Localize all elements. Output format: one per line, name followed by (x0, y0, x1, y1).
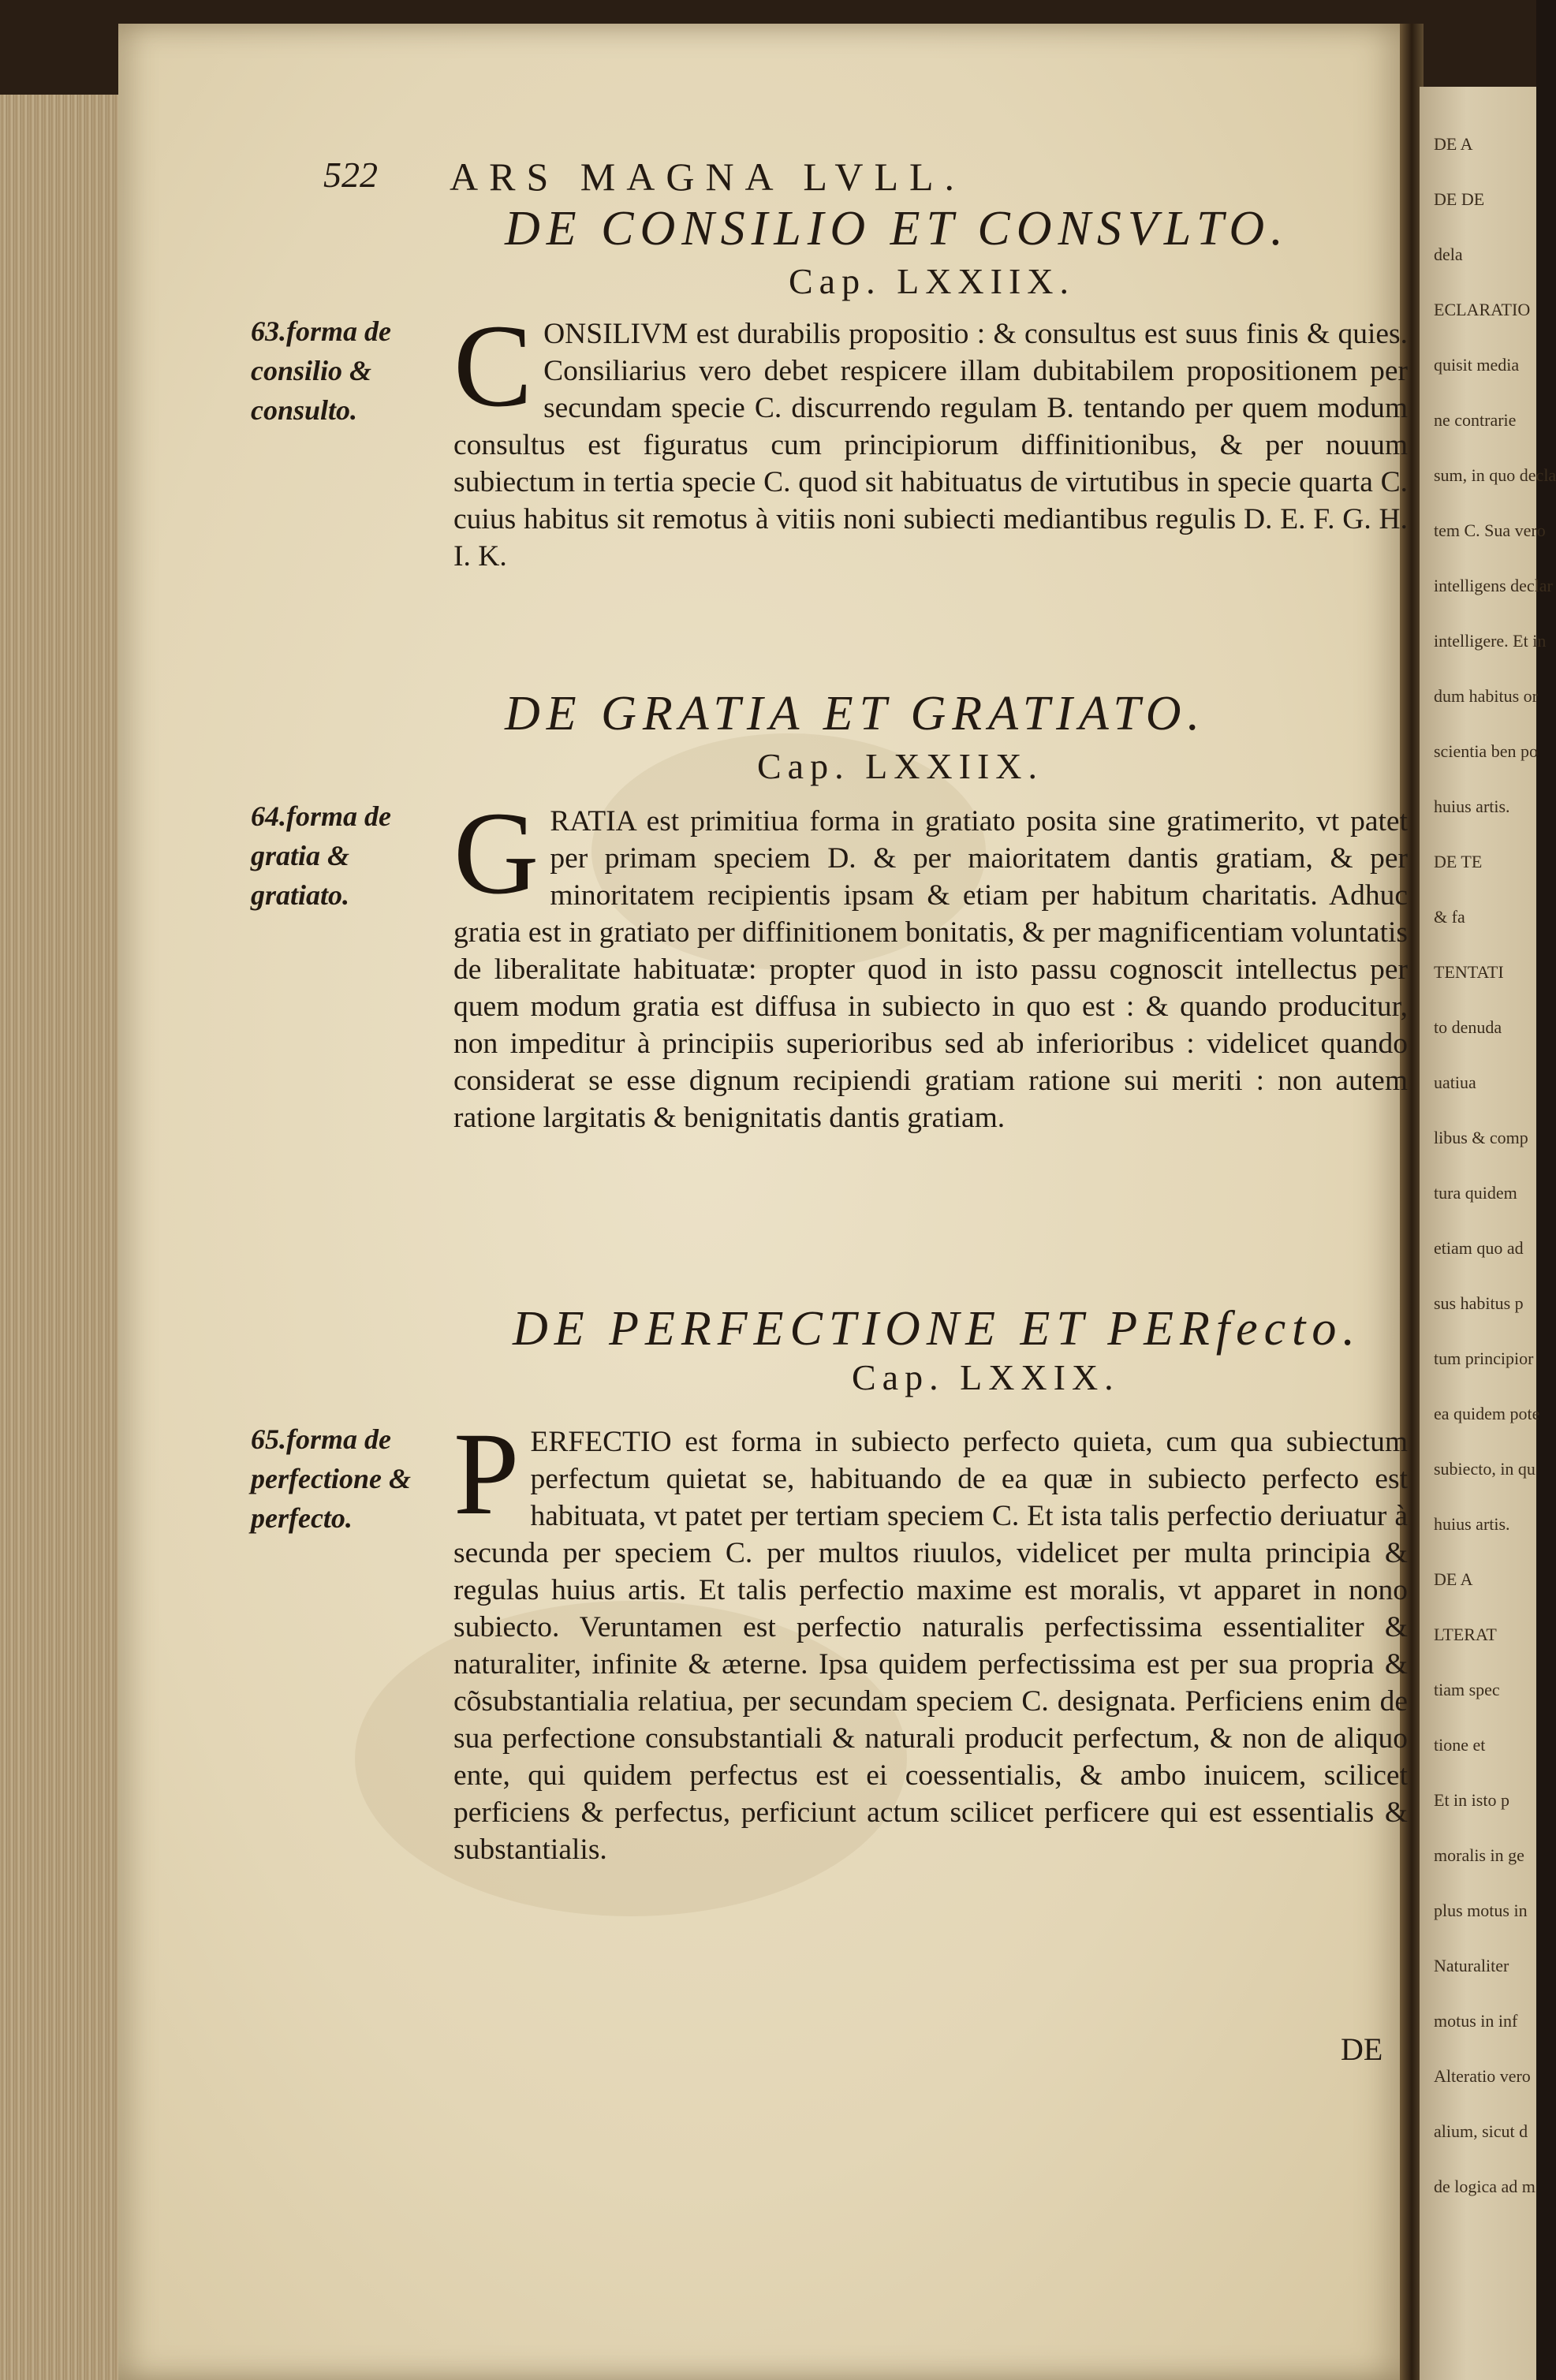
facing-page-line: moralis in ge (1434, 1845, 1524, 1865)
facing-page-line: de logica ad m (1434, 2177, 1535, 2196)
facing-page-line: DE DE (1434, 189, 1485, 209)
section-paragraph (453, 300, 1408, 575)
facing-page-line: tiam spec (1434, 1680, 1500, 1699)
facing-page-line: huius artis. (1434, 1514, 1510, 1534)
facing-page-line: to denuda (1434, 1017, 1502, 1037)
facing-page-line: tum principior (1434, 1349, 1534, 1368)
section-title: DE GRATIA ET GRATIATO. (505, 687, 1207, 740)
drop-cap: P (453, 1408, 520, 1539)
facing-page-line: tura quidem (1434, 1183, 1517, 1203)
facing-page-line: ea quidem pote (1434, 1404, 1540, 1423)
catchword: DE (1341, 2031, 1383, 2067)
facing-page-line: Et in isto p (1434, 1790, 1509, 1810)
facing-page-line: alium, sicut d (1434, 2121, 1528, 2141)
facing-page-line: tione et (1434, 1735, 1486, 1755)
facing-page-line: ne contrarie (1434, 410, 1517, 430)
facing-page-line: huius artis. (1434, 796, 1510, 816)
facing-page-line: TENTATI (1434, 962, 1504, 982)
facing-page-line: ECLARATIO (1434, 300, 1531, 319)
facing-page-line: sum, in quo decla (1434, 465, 1556, 485)
facing-page-line: subiecto, in qu (1434, 1459, 1535, 1479)
paragraph-text: ONSILIVM est durabilis propositio : & consultus est suus finis & quies. Consiliarius vero debet respicere illam dubitabilem propositionem per secundam specie C. discurrendo regulam B. tentando per quem modum consultus est figuratus cum principiorum diffinitionibus, & per nouum subiectum in tertia specie C. quod sit habituatus de virtutibus in specie quarta C. cuius habitus sit remotus à vitiis noni subiecti mediantibus regulis D. E. F. G. H. I. K. (453, 318, 1408, 573)
facing-page-line: libus & comp (1434, 1128, 1528, 1147)
section-title: DE CONSILIO ET CONSVLTO. (505, 202, 1289, 256)
facing-page-line: Naturaliter (1434, 1956, 1509, 1975)
running-head: ARS MAGNA LVLL. (450, 155, 966, 199)
facing-page-line: tem C. Sua vero (1434, 520, 1546, 540)
margin-note: 65.forma de perfectione & perfecto. (251, 1423, 411, 1534)
facing-page-line: LTERAT (1434, 1625, 1497, 1644)
section-paragraph (453, 788, 1408, 1136)
facing-page-line: plus motus in (1434, 1901, 1528, 1920)
section-paragraph (453, 1408, 1408, 1868)
page-number: 522 (323, 155, 378, 195)
facing-page-line: dum habitus or (1434, 686, 1538, 706)
facing-page-line: etiam quo ad (1434, 1238, 1524, 1258)
facing-page-line: intelligens declar (1434, 576, 1553, 595)
paragraph-text: RATIA est primitiua forma in gratiato posita sine gratimerito, vt patet per primam speciem D. & per maioritatem dantis gratiam, & per minoritatem recipientis ipsam & etiam per habitum charitatis. Adhuc gratia est in gratiato per diffinitionem bonitatis, & per magnificentiam voluntatis de liberalitate habituatæ: propter quod in isto passu cognoscit intellectus per quem modum gratia est diffusa in subiecto in quo est : & quando producitur, non impeditur à principiis superioribus sed ab inferioribus : videlicet quando considerat se esse dignum recipiendi gratiam ratione sui meriti : non autem ratione largitatis & benignitatis dantis gratiam. (453, 805, 1408, 1134)
drop-cap: C (453, 300, 533, 431)
chapter-label: Cap. LXXIX. (852, 1357, 1120, 1397)
drop-cap: G (453, 788, 539, 919)
facing-page-line: DE A (1434, 134, 1473, 154)
facing-page-line: scientia ben po (1434, 741, 1538, 761)
page-edges (0, 95, 126, 2380)
facing-page-line: dela (1434, 244, 1463, 264)
facing-page-line: DE TE (1434, 852, 1483, 871)
margin-note: 63.forma de consilio & consulto. (251, 315, 391, 426)
facing-page-line: Alteratio vero (1434, 2066, 1531, 2086)
facing-page-line: DE A (1434, 1569, 1473, 1589)
section-title: DE PERFECTIONE ET PERfecto. (513, 1302, 1361, 1356)
facing-page-line: sus habitus p (1434, 1293, 1524, 1313)
margin-note: 64.forma de gratia & gratiato. (251, 800, 391, 911)
facing-page-line: uatiua (1434, 1072, 1476, 1092)
chapter-label: Cap. LXXIIX. (789, 261, 1075, 301)
facing-page-line: motus in inf (1434, 2011, 1518, 2031)
facing-page-line: & fa (1434, 907, 1465, 927)
facing-page (1420, 87, 1556, 2380)
chapter-label: Cap. LXXIIX. (757, 746, 1043, 786)
paragraph-text: ERFECTIO est forma in subiecto perfecto quieta, cum qua subiectum perfectum quietat se, habituando de ea quæ in subiecto perfecto est habituata, vt patet per tertiam speciem C. Et ista talis perfectio deriuatur à secunda per speciem C. per multos riuulos, videlicet per multa principia & regulas huius artis. Et talis perfectio maxime est moralis, vt apparet in nono subiecto. Veruntamen est perfectio naturalis perfectissima essentialiter & naturaliter, infinite & æterne. Ipsa quidem perfectissima est per sua propria & cõsubstantialia relatiua, per secundam speciem C. designata. Perficiens enim de sua perfectione consubstantiali & naturali producit perfectum, & non de aliquo ente, qui quidem perfectus est ei coessentialis, & ambo inuicem, scilicet perficiens & perfectus, perficiunt actum scilicet perficere qui est essentialis & substantialis. (453, 1426, 1408, 1866)
facing-page-line: quisit media (1434, 355, 1520, 375)
facing-page-line: intelligere. Et in (1434, 631, 1547, 651)
